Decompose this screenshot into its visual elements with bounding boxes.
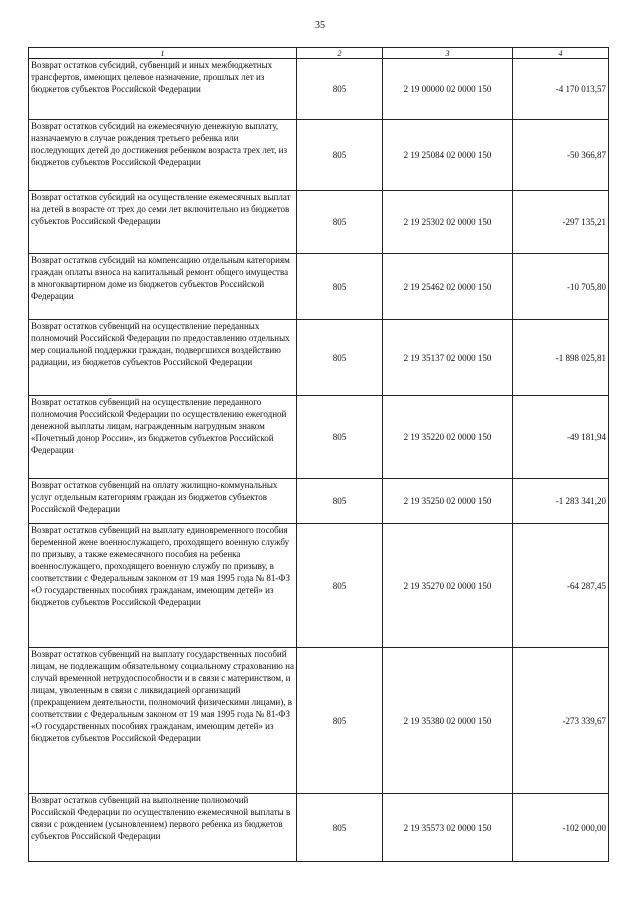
table-row <box>29 396 609 479</box>
budget-table <box>28 47 609 862</box>
row-amount: -1 283 341,20 <box>513 479 609 524</box>
row-budget-code: 2 19 25462 02 0000 150 <box>383 254 513 320</box>
row-amount: -10 705,80 <box>513 254 609 320</box>
row-admin-code: 805 <box>297 254 383 320</box>
column-header-2: 2 <box>297 48 383 59</box>
row-admin-code: 805 <box>297 794 383 862</box>
row-admin-code: 805 <box>297 320 383 396</box>
row-description: Возврат остатков субвенций на осуществление переданного полномочия Российской Федерации по осуществлению ежегодной денежной выплаты лицам, награжденным нагрудным знаком «Почетный донор России», из бюджетов субъектов Российской Федерации <box>29 396 297 479</box>
row-amount: -297 135,21 <box>513 191 609 254</box>
row-budget-code: 2 19 35220 02 0000 150 <box>383 396 513 479</box>
table-row <box>29 59 609 120</box>
column-header-3: 3 <box>383 48 513 59</box>
row-description: Возврат остатков субвенций на выполнение полномочий Российской Федерации по осуществлению ежемесячной выплаты в связи с рождением (усыновлением) первого ребенка из бюджетов субъектов Российской Федерации <box>29 794 297 862</box>
table-row <box>29 524 609 648</box>
row-admin-code: 805 <box>297 59 383 120</box>
row-description: Возврат остатков субвенций на выплату государственных пособий лицам, не подлежащим обязательному социальному страхованию на случай временной нетрудоспособности и в связи с материнством, и лицам, уволенным в связи с ликвидацией организаций (прекращением деятельности, полномочий физическими лицами), в соответствии с Федеральным законом от 19 мая 1995 года № 81-ФЗ «О государственных пособиях гражданам, имеющим детей» из бюджетов субъектов Российской Федерации <box>29 648 297 794</box>
row-admin-code: 805 <box>297 479 383 524</box>
row-amount: -4 170 013,57 <box>513 59 609 120</box>
row-budget-code: 2 19 35250 02 0000 150 <box>383 479 513 524</box>
row-admin-code: 805 <box>297 191 383 254</box>
row-description: Возврат остатков субвенций на выплату единовременного пособия беременной жене военнослужащего, проходящего военную службу по призыву, а также ежемесячного пособия на ребенка военнослужащего, проходящего военную службу по призыву, в соответствии с Федеральным законом от 19 мая 1995 года № 81-ФЗ «О государственных пособиях гражданам, имеющим детей» из бюджетов субъектов Российской Федерации <box>29 524 297 648</box>
table-row <box>29 648 609 794</box>
table-row <box>29 120 609 191</box>
row-admin-code: 805 <box>297 396 383 479</box>
row-budget-code: 2 19 35573 02 0000 150 <box>383 794 513 862</box>
column-header-1: 1 <box>29 48 297 59</box>
row-description: Возврат остатков субсидий, субвенций и иных межбюджетных трансфертов, имеющих целевое назначение, прошлых лет из бюджетов субъектов Российской Федерации <box>29 59 297 120</box>
row-admin-code: 805 <box>297 120 383 191</box>
table-row <box>29 479 609 524</box>
row-description: Возврат остатков субсидий на ежемесячную денежную выплату, назначаемую в случае рождения третьего ребенка или последующих детей до достижения ребенком возраста трех лет, из бюджетов субъектов Российской Федерации <box>29 120 297 191</box>
row-budget-code: 2 19 25302 02 0000 150 <box>383 191 513 254</box>
row-description: Возврат остатков субвенций на осуществление переданных полномочий Российской Федерации по предоставлению отдельных мер социальной поддержки граждан, подвергшихся воздействию радиации, из бюджетов субъектов Российской Федерации <box>29 320 297 396</box>
row-amount: -273 339,67 <box>513 648 609 794</box>
row-amount: -102 000,00 <box>513 794 609 862</box>
row-amount: -49 181,94 <box>513 396 609 479</box>
row-budget-code: 2 19 35380 02 0000 150 <box>383 648 513 794</box>
column-header-4: 4 <box>513 48 609 59</box>
row-budget-code: 2 19 35137 02 0000 150 <box>383 320 513 396</box>
row-admin-code: 805 <box>297 648 383 794</box>
table-row <box>29 320 609 396</box>
table-row <box>29 794 609 862</box>
row-budget-code: 2 19 35270 02 0000 150 <box>383 524 513 648</box>
column-number-row <box>29 48 609 59</box>
row-budget-code: 2 19 25084 02 0000 150 <box>383 120 513 191</box>
row-amount: -50 366,87 <box>513 120 609 191</box>
row-admin-code: 805 <box>297 524 383 648</box>
table-row <box>29 191 609 254</box>
row-budget-code: 2 19 00000 02 0000 150 <box>383 59 513 120</box>
row-description: Возврат остатков субвенций на оплату жилищно-коммунальных услуг отдельным категориям граждан из бюджетов субъектов Российской Федерации <box>29 479 297 524</box>
row-description: Возврат остатков субсидий на компенсацию отдельным категориям граждан оплаты взноса на капитальный ремонт общего имущества в многоквартирном доме из бюджетов субъектов Российской Федерации <box>29 254 297 320</box>
table-row <box>29 254 609 320</box>
row-amount: -1 898 025,81 <box>513 320 609 396</box>
row-description: Возврат остатков субсидий на осуществление ежемесячных выплат на детей в возрасте от трех до семи лет включительно из бюджетов субъектов Российской Федерации <box>29 191 297 254</box>
row-amount: -64 287,45 <box>513 524 609 648</box>
page-number: 35 <box>315 20 325 31</box>
